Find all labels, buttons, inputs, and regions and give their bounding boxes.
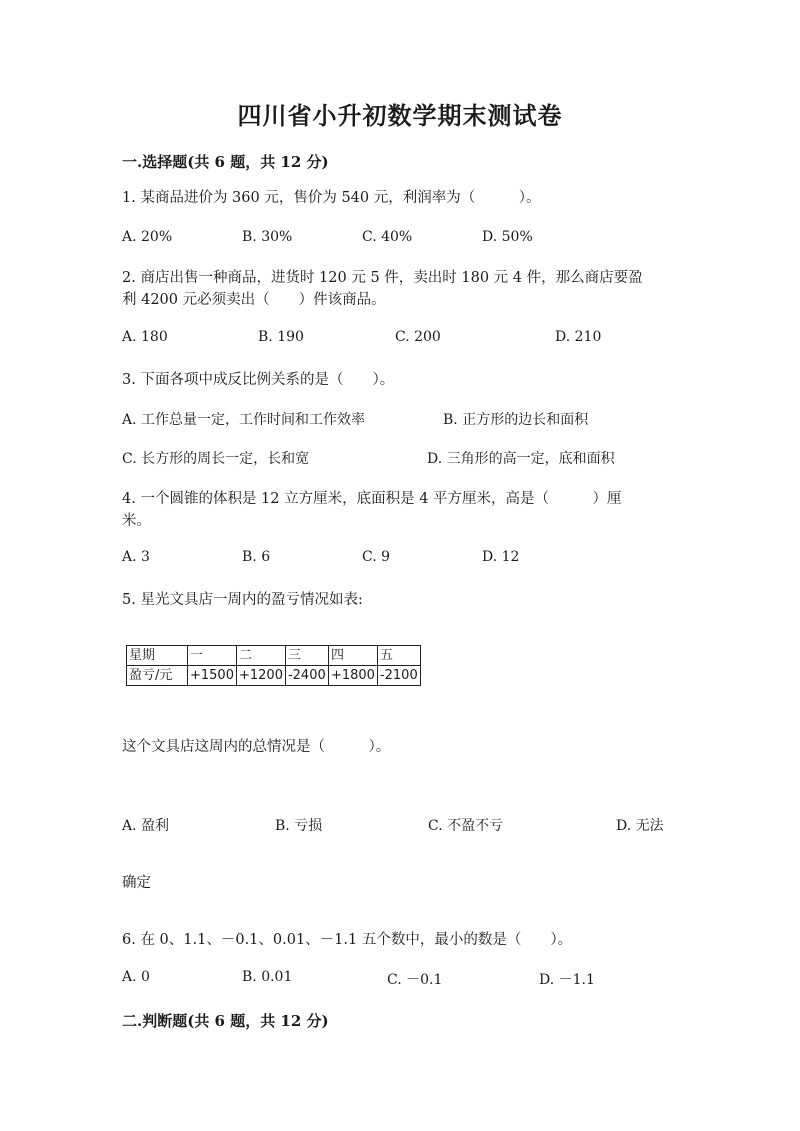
table-cell: 一 xyxy=(188,646,237,666)
table-cell: -2100 xyxy=(377,666,420,686)
table-row xyxy=(127,666,421,686)
table-cell: 五 xyxy=(377,646,420,666)
question-5-option-d: D. 无法 xyxy=(616,818,664,834)
question-5-text: 5. 星光文具店一周内的盈亏情况如表: xyxy=(122,592,363,608)
question-6-text: 6. 在 0、1.1、－0.1、0.01、－1.1 五个数中，最小的数是（ ）。 xyxy=(122,932,573,948)
question-2-option-c: C. 200 xyxy=(395,329,441,345)
question-5-option-d-continuation: 确定 xyxy=(122,875,151,891)
question-6-option-a: A. 0 xyxy=(122,969,150,985)
question-5-option-a: A. 盈利 xyxy=(122,818,170,834)
table-cell: 星期 xyxy=(127,646,188,666)
table-cell: 三 xyxy=(285,646,328,666)
question-3-option-c: C. 长方形的周长一定，长和宽 xyxy=(122,451,310,467)
table-cell: +1500 xyxy=(188,666,237,686)
table-cell: 四 xyxy=(328,646,377,666)
question-3-text: 3. 下面各项中成反比例关系的是（ ）。 xyxy=(122,372,395,388)
question-3-option-a: A. 工作总量一定，工作时间和工作效率 xyxy=(122,412,366,428)
question-6-option-c: C. －0.1 xyxy=(387,972,443,988)
table-cell: -2400 xyxy=(285,666,328,686)
table-cell: +1200 xyxy=(236,666,285,686)
question-1-option-c: C. 40% xyxy=(362,229,413,245)
question-1-option-b: B. 30% xyxy=(242,229,293,245)
question-5-option-c: C. 不盈不亏 xyxy=(428,818,504,834)
question-6-option-d: D. －1.1 xyxy=(539,972,595,988)
question-2-option-d: D. 210 xyxy=(555,329,602,345)
question-4-option-c: C. 9 xyxy=(362,549,391,565)
profit-loss-table xyxy=(126,645,421,686)
table-header-row xyxy=(127,646,421,666)
question-1-option-a: A. 20% xyxy=(122,229,173,245)
page-title: 四川省小升初数学期末测试卷 xyxy=(237,101,563,130)
question-2-text-line-2: 利 4200 元必须卖出（ ）件该商品。 xyxy=(122,292,386,308)
question-2-text-line-1: 2. 商店出售一种商品，进货时 120 元 5 件，卖出时 180 元 4 件，那么商店要盈 xyxy=(122,270,643,286)
question-4-text-line-1: 4. 一个圆锥的体积是 12 立方厘米，底面积是 4 平方厘米，高是（ ）厘 xyxy=(122,491,622,507)
table-cell: 盈亏/元 xyxy=(127,666,188,686)
section-heading-judgment: 二.判断题(共 6 题，共 12 分) xyxy=(122,1012,329,1030)
question-4-text-line-2: 米。 xyxy=(122,513,151,529)
question-4-option-a: A. 3 xyxy=(122,549,150,565)
table-cell: +1800 xyxy=(328,666,377,686)
question-6-option-b: B. 0.01 xyxy=(242,969,293,985)
question-1-option-d: D. 50% xyxy=(482,229,533,245)
question-2-option-b: B. 190 xyxy=(258,329,304,345)
question-4-option-d: D. 12 xyxy=(482,549,520,565)
table-cell: 二 xyxy=(236,646,285,666)
question-5-followup: 这个文具店这周内的总情况是（ ）。 xyxy=(122,739,391,755)
question-1-text: 1. 某商品进价为 360 元，售价为 540 元，利润率为（ ）。 xyxy=(122,190,541,206)
question-2-option-a: A. 180 xyxy=(122,329,168,345)
question-3-option-d: D. 三角形的高一定，底和面积 xyxy=(427,451,615,467)
question-3-option-b: B. 正方形的边长和面积 xyxy=(443,412,589,428)
question-4-option-b: B. 6 xyxy=(242,549,271,565)
question-5-option-b: B. 亏损 xyxy=(275,818,323,834)
section-heading-choice: 一.选择题(共 6 题，共 12 分) xyxy=(122,153,329,171)
